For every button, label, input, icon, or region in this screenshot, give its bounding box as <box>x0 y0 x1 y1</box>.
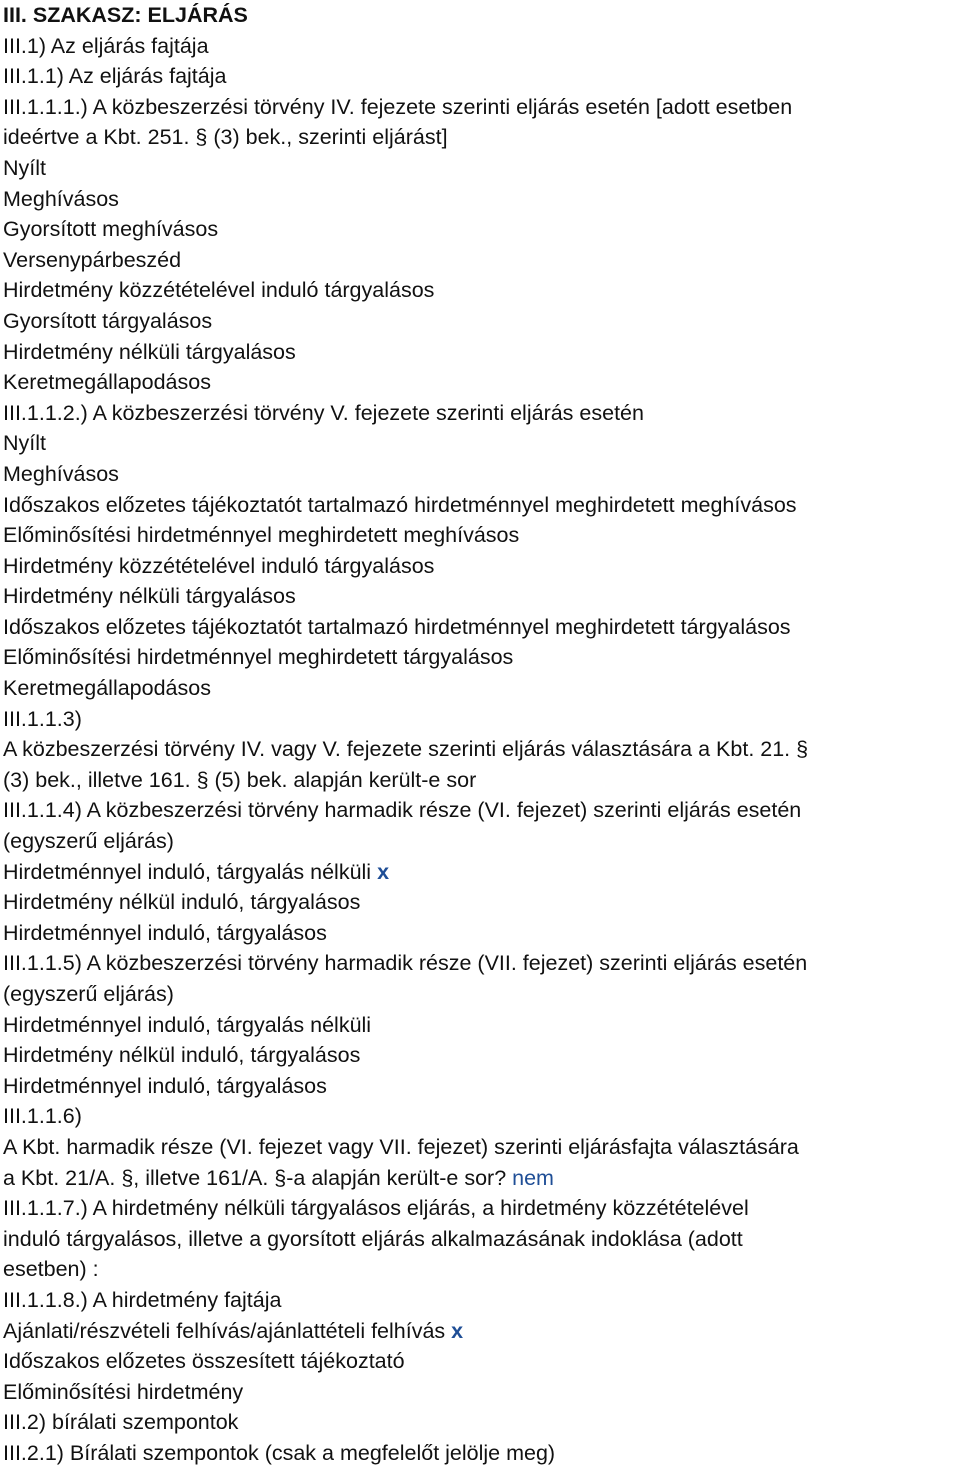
document-line <box>3 1010 958 1041</box>
document-line <box>3 795 958 826</box>
line-text: Gyorsított meghívásos <box>3 217 219 242</box>
section-title: III. SZAKASZ: ELJÁRÁS <box>3 3 248 27</box>
document-line <box>3 948 958 979</box>
document-line <box>3 306 958 337</box>
line-text: a Kbt. 21/A. §, illetve 161/A. §-a alapján került-e sor? <box>3 1165 507 1190</box>
document-line <box>3 887 958 918</box>
line-text: (egyszerű eljárás) <box>3 829 174 854</box>
document-line <box>3 1163 958 1194</box>
document-lines <box>3 31 958 1469</box>
document-line <box>3 1316 958 1347</box>
line-text: Hirdetmény közzétételével induló tárgyalásos <box>3 278 435 303</box>
line-text: III.1) Az eljárás fajtája <box>3 33 209 58</box>
line-text: Időszakos előzetes tájékoztatót tartalmazó hirdetménnyel meghirdetett tárgyalásos <box>3 614 791 639</box>
document-line <box>3 1407 958 1438</box>
line-text: Hirdetmény nélkül induló, tárgyalásos <box>3 1043 361 1068</box>
document-line <box>3 1285 958 1316</box>
line-text: III.1.1.8.) A hirdetmény fajtája <box>3 1287 282 1312</box>
line-text: Hirdetmény közzétételével induló tárgyalásos <box>3 553 435 578</box>
line-text: Keretmegállapodásos <box>3 676 211 701</box>
line-text: Hirdetménnyel induló, tárgyalás nélküli <box>3 859 372 884</box>
line-text: Ajánlati/részvételi felhívás/ajánlattételi felhívás <box>3 1318 446 1343</box>
line-text: Meghívásos <box>3 461 119 486</box>
line-text: Gyorsított tárgyalásos <box>3 308 213 333</box>
line-text: Hirdetménnyel induló, tárgyalásos <box>3 1073 327 1098</box>
document-line <box>3 1071 958 1102</box>
line-text: ideértve a Kbt. 251. § (3) bek., szerinti eljárást] <box>3 125 448 150</box>
document-line <box>3 642 958 673</box>
line-text: Előminősítési hirdetmény <box>3 1379 244 1404</box>
selected-mark: x <box>451 1318 464 1343</box>
line-text: III.1.1.1.) A közbeszerzési törvény IV. fejezete szerinti eljárás esetén [adott esetben <box>3 94 793 119</box>
line-text: Hirdetménnyel induló, tárgyalásos <box>3 920 327 945</box>
line-text: III.1.1.7.) A hirdetmény nélküli tárgyalásos eljárás, a hirdetmény közzétételével <box>3 1196 749 1221</box>
document-line <box>3 826 958 857</box>
line-text: Időszakos előzetes tájékoztatót tartalmazó hirdetménnyel meghirdetett meghívásos <box>3 492 797 517</box>
document-line <box>3 1193 958 1224</box>
line-text: Meghívásos <box>3 186 119 211</box>
document-line <box>3 214 958 245</box>
document-line <box>3 245 958 276</box>
line-text: (egyszerű eljárás) <box>3 982 174 1006</box>
document-line <box>3 337 958 368</box>
document-line <box>3 153 958 184</box>
line-text: Nyílt <box>3 431 46 456</box>
document-line <box>3 428 958 459</box>
document-line <box>3 918 958 949</box>
line-text: Hirdetmény nélküli tárgyalásos <box>3 584 296 609</box>
line-text: (3) bek., illetve 161. § (5) bek. alapján került-e sor <box>3 767 477 792</box>
line-text: III.1.1.5) A közbeszerzési törvény harmadik része (VII. fejezet) szerinti eljárás esetén <box>3 951 808 976</box>
document-line <box>3 765 958 796</box>
line-text: Időszakos előzetes összesített tájékoztató <box>3 1349 405 1374</box>
document-line <box>3 1254 958 1285</box>
selected-mark: x <box>377 859 390 884</box>
document-line <box>3 61 958 92</box>
document-line <box>3 490 958 521</box>
line-text: Hirdetmény nélkül induló, tárgyalásos <box>3 890 361 915</box>
line-text: Keretmegállapodásos <box>3 370 211 395</box>
line-text: III.1.1.6) <box>3 1104 82 1129</box>
document-line <box>3 122 958 153</box>
document-line <box>3 581 958 612</box>
line-text: Hirdetménnyel induló, tárgyalás nélküli <box>3 1012 372 1037</box>
document-line <box>3 1224 958 1255</box>
line-text: Előminősítési hirdetménnyel meghirdetett tárgyalásos <box>3 645 514 670</box>
answer-value: nem <box>512 1165 554 1190</box>
document-line <box>3 92 958 123</box>
line-text: A közbeszerzési törvény IV. vagy V. fejezete szerinti eljárás választására a Kbt. 21. § <box>3 737 809 762</box>
line-text: III.1.1.4) A közbeszerzési törvény harmadik része (VI. fejezet) szerinti eljárás esetén <box>3 798 802 823</box>
document-line <box>3 704 958 735</box>
line-text: III.1.1.2.) A közbeszerzési törvény V. fejezete szerinti eljárás esetén <box>3 400 644 425</box>
document-line <box>3 1438 958 1469</box>
document-line <box>3 979 958 1010</box>
document-line <box>3 673 958 704</box>
document-line <box>3 551 958 582</box>
document-line <box>3 459 958 490</box>
document-line <box>3 612 958 643</box>
document-line <box>3 398 958 429</box>
document-line <box>3 31 958 62</box>
document-line <box>3 1377 958 1408</box>
document-line <box>3 1346 958 1377</box>
line-text: induló tárgyalásos, illetve a gyorsított eljárás alkalmazásának indoklása (adott <box>3 1226 743 1251</box>
line-text: Versenypárbeszéd <box>3 247 182 272</box>
line-text: Nyílt <box>3 155 46 180</box>
document-line <box>3 184 958 215</box>
document-line <box>3 1101 958 1132</box>
line-text: A Kbt. harmadik része (VI. fejezet vagy VII. fejezet) szerinti eljárásfajta választására <box>3 1134 799 1159</box>
document-line <box>3 734 958 765</box>
line-text: Előminősítési hirdetménnyel meghirdetett meghívásos <box>3 523 520 548</box>
document-line <box>3 857 958 888</box>
line-text: Hirdetmény nélküli tárgyalásos <box>3 339 296 364</box>
document-line <box>3 275 958 306</box>
document-line <box>3 1040 958 1071</box>
line-text: esetben) : <box>3 1257 99 1282</box>
document-line <box>3 1132 958 1163</box>
line-text: III.1.1) Az eljárás fajtája <box>3 64 227 89</box>
line-text: III.2.1) Bírálati szempontok (csak a megfelelőt jelölje meg) <box>3 1440 556 1465</box>
procedure-document <box>3 0 958 1469</box>
document-line <box>3 520 958 551</box>
document-line <box>3 367 958 398</box>
line-text: III.1.1.3) <box>3 706 82 731</box>
line-text: III.2) bírálati szempontok <box>3 1410 239 1435</box>
